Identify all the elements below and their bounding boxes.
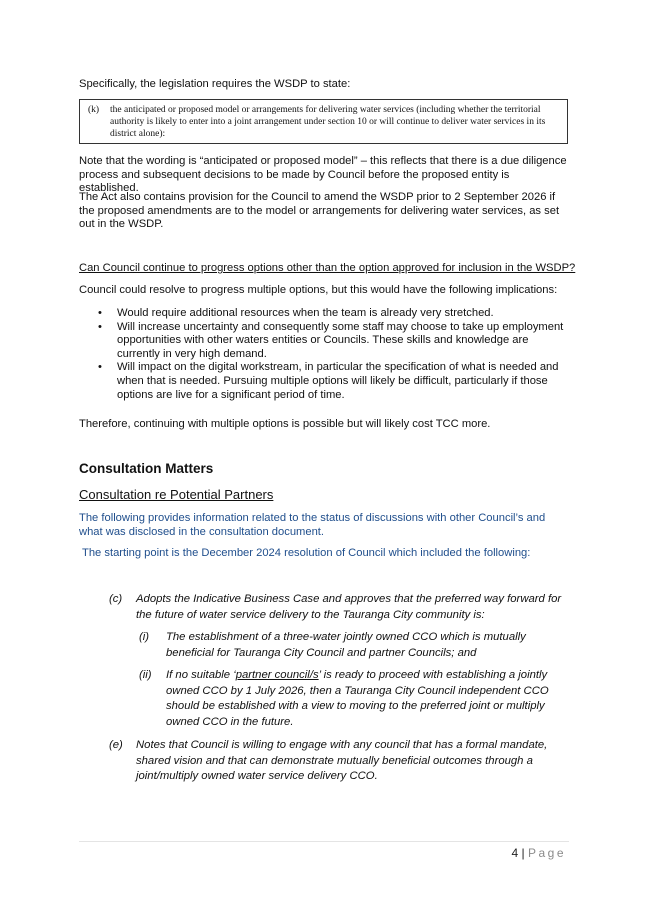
quote-label: (k) xyxy=(88,105,100,115)
legislation-quote-box xyxy=(79,99,568,144)
resolution-label-c: (c) xyxy=(109,593,123,605)
clause-ii-pre: If no suitable ‘ xyxy=(166,669,236,681)
bullet-text: Would require additional resources when the team is already very stretched. xyxy=(117,307,494,319)
status-paragraph: The following provides information related to the status of discussions with other Council’s and what was disclosed in the consultation document. xyxy=(79,512,546,538)
note-paragraph: Note that the wording is “anticipated or proposed model” – this reflects that there is a due diligence process and subsequent decisions to be made by Council before the proposed entity is established. xyxy=(79,155,567,195)
resolution-clause-e: Notes that Council is willing to engage with any council that has a formal mandate, shared vision and that can demonstrate mutually beneficial outcomes through a joint/multiply owned water service delivery CCO. xyxy=(136,739,548,782)
bullet-icon: • xyxy=(98,307,102,319)
clause-ii-underlined: partner council/s xyxy=(235,669,319,681)
question-heading: Can Council continue to progress options other than the option approved for inclusion in the WSDP? xyxy=(79,262,576,274)
quote-text: the anticipated or proposed model or arrangements for delivering water services (including whether the territorial authority is likely to enter into a joint arrangement under section 10 or will continue to deliver water services in its district alone): xyxy=(110,105,546,139)
list-item xyxy=(79,321,569,362)
footer-separator: | xyxy=(521,846,525,860)
resolution-label-e: (e) xyxy=(109,739,123,751)
page-footer xyxy=(511,846,566,860)
clause-ii-post: ’ is ready to proceed with establishing a jointly owned CCO by 1 July 2026, then a Tauranga City Council independent CCO should be established with a view to moving to the preferred joint or multiply owned CCO in the future. xyxy=(166,669,549,728)
resolution-label-i: (i) xyxy=(139,631,150,643)
bullet-icon: • xyxy=(98,320,102,333)
resolution-clause-c xyxy=(136,592,576,623)
list-item xyxy=(79,361,569,402)
therefore-paragraph: Therefore, continuing with multiple options is possible but will likely cost TCC more. xyxy=(79,418,491,430)
bullet-text: Will impact on the digital workstream, in particular the specification of what is needed and when that is needed. Pursuing multiple options will likely be difficult, particularly if those options are live for a significant period of time. xyxy=(117,361,559,401)
footer-divider xyxy=(79,841,569,842)
implications-intro: Council could resolve to progress multiple options, but this would have the following implications: xyxy=(79,284,558,296)
resolution-label-ii: (ii) xyxy=(139,669,152,681)
starting-point-paragraph: The starting point is the December 2024 resolution of Council which included the following: xyxy=(82,547,531,559)
list-item xyxy=(79,307,569,321)
implications-list xyxy=(79,307,569,402)
act-paragraph: The Act also contains provision for the Council to amend the WSDP prior to 2 September 2026 if the proposed amendments are to the model or arrangements for delivering water services, as set out in the WSDP. xyxy=(79,191,560,231)
resolution-clause-c-text: Adopts the Indicative Business Case and approves that the preferred way forward for the future of water service delivery to the Tauranga City community is: xyxy=(136,593,562,621)
intro-text: Specifically, the legislation requires the WSDP to state: xyxy=(79,78,351,90)
bullet-icon: • xyxy=(98,361,102,374)
page-number: 4 xyxy=(511,846,519,860)
section-heading-consultation: Consultation Matters xyxy=(79,461,214,476)
resolution-clause-i: The establishment of a three-water jointly owned CCO which is mutually beneficial for Tauranga City Council and partner Councils; and xyxy=(166,631,526,659)
bullet-text: Will increase uncertainty and consequently some staff may choose to take up employment opportunities with other waters entities or Councils. These skills and knowledge are currently in very high demand. xyxy=(117,320,564,360)
subheading-potential-partners: Consultation re Potential Partners xyxy=(79,487,274,502)
page-word: Page xyxy=(527,846,566,860)
resolution-clause-ii xyxy=(166,668,566,730)
